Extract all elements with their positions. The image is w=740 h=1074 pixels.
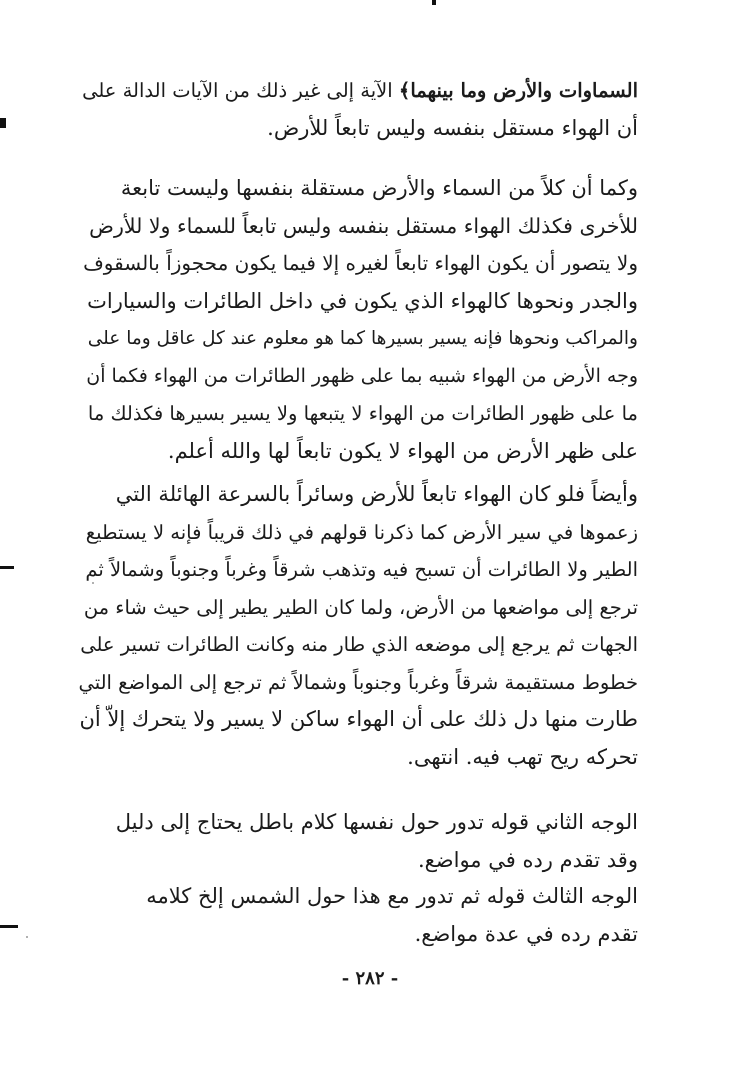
- text-line: الطير ولا الطائرات أن تسبح فيه وتذهب شرقاً وغرباً وجنوباً وشمالاً ثم: [85, 558, 638, 581]
- text-line: ترجع إلى مواضعها من الأرض، ولما كان الطير يطير إلى حيث شاء من: [83, 595, 638, 619]
- scan-edge-mark: [0, 118, 6, 128]
- paragraph-4: [78, 804, 638, 879]
- scan-edge-mark: [0, 566, 14, 569]
- text-line: الوجه الثاني قوله تدور حول نفسها كلام باطل يحتاج إلى دليل: [115, 810, 638, 834]
- scan-speck: [92, 582, 94, 584]
- paragraph-2: [78, 170, 638, 470]
- text-line: تحركه ريح تهب فيه. انتهى.: [407, 744, 638, 769]
- scan-edge-mark: [0, 925, 18, 928]
- text-line: وجه الأرض من الهواء شبيه بما على ظهور الطائرات من الهواء فكما أن: [86, 364, 638, 387]
- text-line: خطوط مستقيمة شرقاً وغرباً وجنوباً وشمالاً ثم ترجع إلى المواضع التي: [78, 670, 638, 694]
- text-line: أن الهواء مستقل بنفسه وليس تابعاً للأرض.: [267, 115, 638, 140]
- text-line: ما على ظهور الطائرات من الهواء لا يتبعها ولا يسير بسيرها فكذلك ما: [87, 402, 638, 425]
- quran-quote-bold: السماوات والأرض وما بينهما﴾: [398, 79, 638, 102]
- text-line: على ظهر الأرض من الهواء لا يكون تابعاً لها والله أعلم.: [167, 438, 638, 463]
- page-number: - ٢٨٢ -: [341, 968, 399, 989]
- text-line: وقد تقدم رده في مواضع.: [417, 847, 638, 872]
- paragraph-3: [78, 476, 638, 776]
- paragraph-5: [78, 878, 638, 953]
- text-line: والمراكب ونحوها فإنه يسير بسيرها كما هو معلوم عند كل عاقل وما على: [87, 328, 638, 349]
- text-line: زعموها في سير الأرض كما ذكرنا قولهم في ذلك قريباً فإنه لا يستطيع: [85, 520, 638, 544]
- text-line: الجهات ثم يرجع إلى موضعه الذي طار منه وكانت الطائرات تسير على: [80, 633, 638, 656]
- scan-speck: [26, 936, 28, 938]
- text-line: وكما أن كلاً من السماء والأرض مستقلة بنفسها وليست تابعة: [120, 176, 638, 200]
- paragraph-1: [78, 72, 638, 147]
- text-line: [78, 72, 638, 110]
- text-line: الوجه الثالث قوله ثم تدور مع هذا حول الشمس إلخ كلامه: [146, 884, 638, 908]
- text-line: للأخرى فكذلك الهواء مستقل بنفسه وليس تابعاً للسماء ولا للأرض: [89, 213, 638, 238]
- text-run: الآية إلى غير ذلك من الآيات الدالة على: [82, 79, 399, 102]
- text-line: ولا يتصور أن يكون الهواء تابعاً لغيره إلا فيما يكون محجوزاً بالسقوف: [83, 251, 638, 275]
- text-line: طارت منها دل ذلك على أن الهواء ساكن لا يسير ولا يتحرك إلاّ أن: [79, 707, 638, 731]
- text-line: والجدر ونحوها كالهواء الذي يكون في داخل الطائرات والسيارات: [87, 288, 638, 313]
- text-line: تقدم رده في عدة مواضع.: [414, 921, 638, 946]
- scan-edge-mark: [432, 0, 436, 5]
- text-line: وأيضاً فلو كان الهواء تابعاً للأرض وسائراً بالسرعة الهائلة التي: [115, 482, 638, 506]
